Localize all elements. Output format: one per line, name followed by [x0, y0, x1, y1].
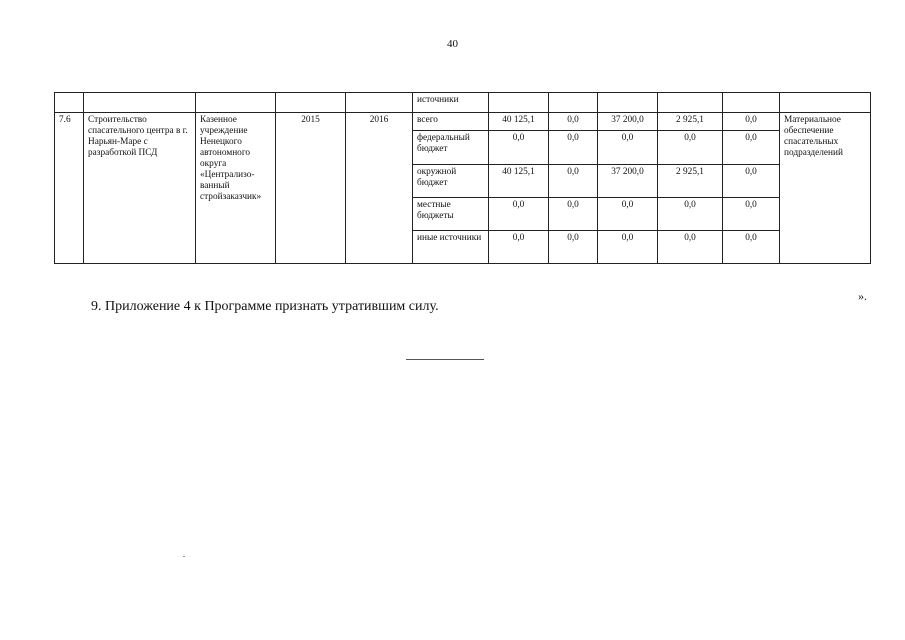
measure-name: Строительство спасательного центра в г. Нарьян-Маре с разработкой ПСД [84, 113, 196, 264]
expected-result: Материальное обеспечение спасательных подразделений [780, 113, 871, 264]
amount-year1: 0,0 [549, 113, 598, 131]
amount-year4: 0,0 [723, 165, 780, 198]
amount-year1: 0,0 [549, 165, 598, 198]
scan-speck [183, 556, 185, 557]
amount-year3: 0,0 [658, 131, 723, 165]
source-label: всего [413, 113, 489, 131]
amount-year4: 0,0 [723, 231, 780, 264]
page-number: 40 [447, 38, 458, 50]
start-year: 2015 [276, 113, 346, 264]
amount-year3: 2 925,1 [658, 165, 723, 198]
amount-year2: 0,0 [598, 131, 658, 165]
amount-year3: 0,0 [658, 198, 723, 231]
source-label: окружной бюджет [413, 165, 489, 198]
amount-year4: 0,0 [723, 131, 780, 165]
amount-year4: 0,0 [723, 198, 780, 231]
item-9-text: 9. Приложение 4 к Программе признать утратившим силу. [91, 299, 439, 314]
amount-year3: 2 925,1 [658, 113, 723, 131]
amount-year3: 0,0 [658, 231, 723, 264]
amount-total: 40 125,1 [489, 165, 549, 198]
amount-year2: 0,0 [598, 231, 658, 264]
source-label: источники [413, 93, 489, 113]
executor: Казенное учреждение Ненецкого автономного округа «Централизо-ванный стройзаказчик» [196, 113, 276, 264]
amount-year4: 0,0 [723, 113, 780, 131]
closing-quote: ». [858, 289, 867, 303]
amount-total: 0,0 [489, 131, 549, 165]
amount-year2: 37 200,0 [598, 113, 658, 131]
source-label: местные бюджеты [413, 198, 489, 231]
program-table [54, 92, 871, 264]
amount-total: 0,0 [489, 198, 549, 231]
table-row [55, 113, 871, 131]
amount-year1: 0,0 [549, 198, 598, 231]
source-label: иные источники [413, 231, 489, 264]
amount-year2: 0,0 [598, 198, 658, 231]
amount-year1: 0,0 [549, 231, 598, 264]
table-row-previous [55, 93, 871, 113]
amount-year1: 0,0 [549, 131, 598, 165]
amount-total: 40 125,1 [489, 113, 549, 131]
amount-year2: 37 200,0 [598, 165, 658, 198]
separator-line [406, 359, 484, 360]
row-number: 7.6 [55, 113, 84, 264]
end-year: 2016 [346, 113, 413, 264]
source-label: федеральный бюджет [413, 131, 489, 165]
amount-total: 0,0 [489, 231, 549, 264]
